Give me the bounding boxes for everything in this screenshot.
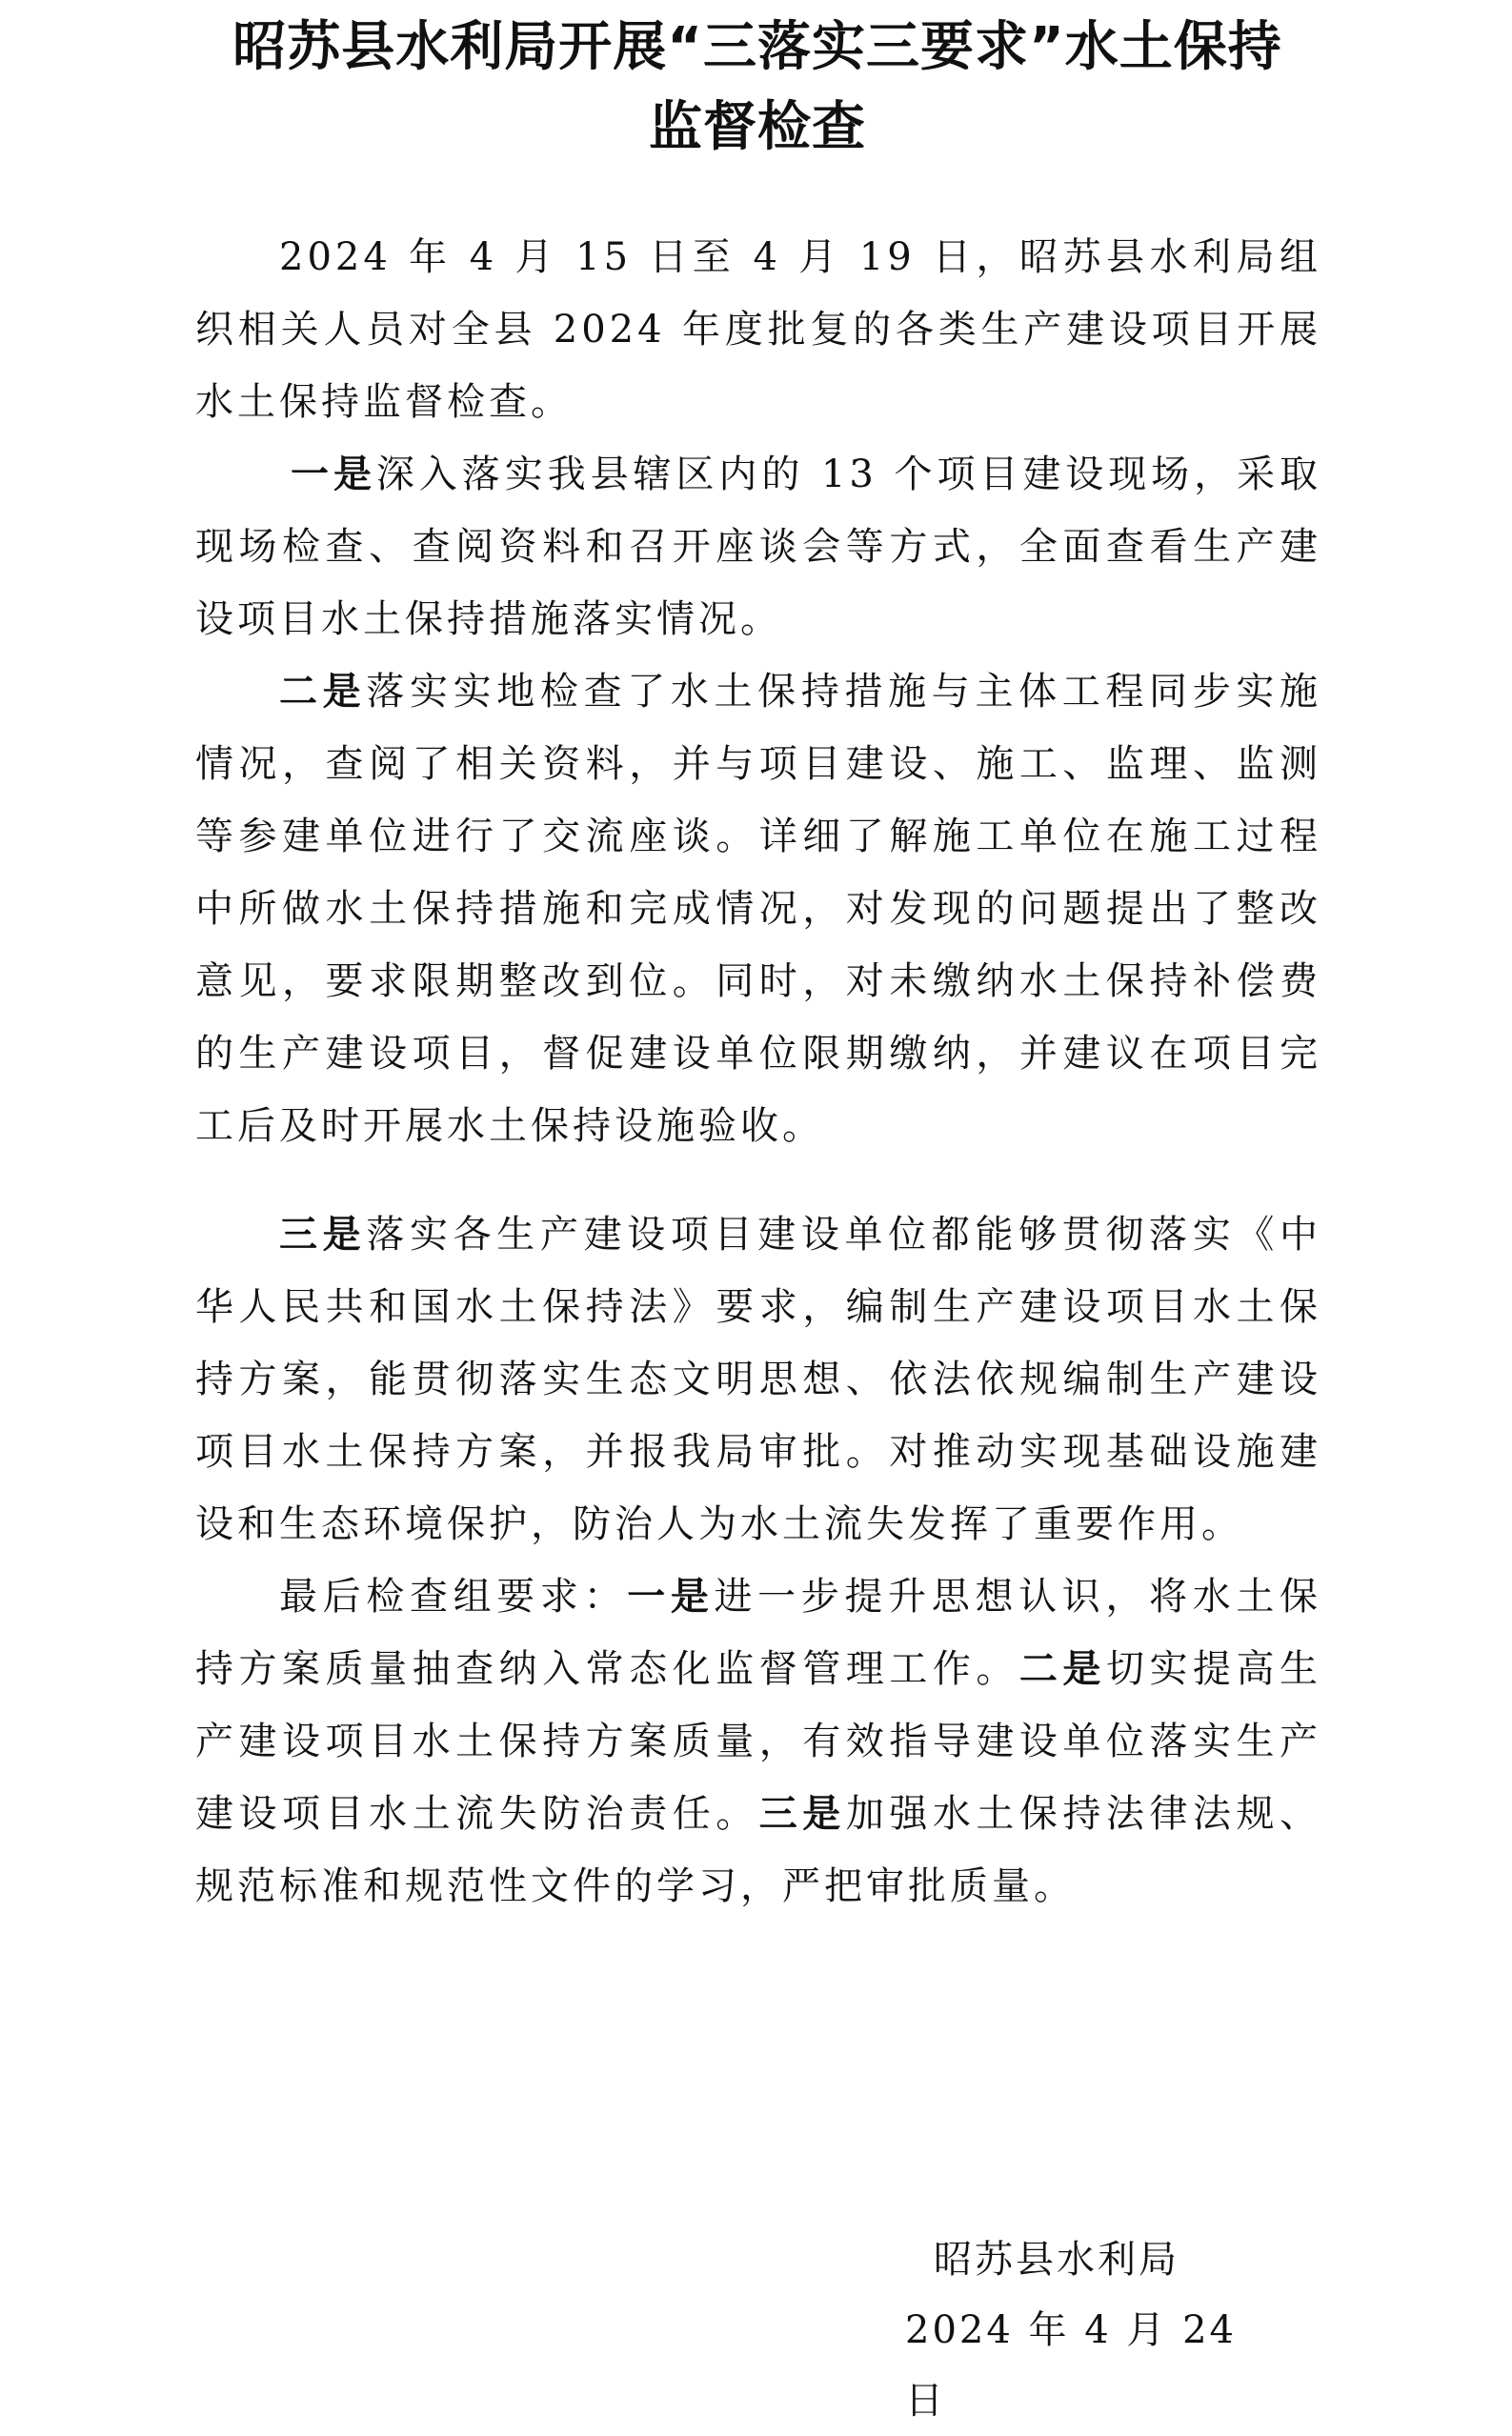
final-intro: 最后检查组要求： xyxy=(279,1575,628,1619)
final-text-2: 切实提高生产建设项目水土保持方案质量，有效指导建设单位落实生产建设项目水土流失防治责任。 xyxy=(195,1647,1322,1836)
paragraph-intro xyxy=(195,221,1321,438)
final-lead-3: 三是 xyxy=(758,1792,846,1836)
paragraph-point-2-text: 落实实地检查了水土保持措施与主体工程同步实施情况，查阅了相关资料，并与项目建设、施工、监理、监测等参建单位进行了交流座谈。详细了解施工单位在施工过程中所做水土保持措施和完成情况，对发现的问题提出了整改意见，要求限期整改到位。同时，对未缴纳水土保持补偿费的生产建设项目，督促建设单位限期缴纳，并建议在项目完工后及时开展水土保持设施验收。 xyxy=(195,670,1322,1148)
final-lead-2: 二是 xyxy=(1018,1647,1106,1691)
final-text-3: 加强水土保持法律法规、规范标准和规范性文件的学习，严把审批质量。 xyxy=(195,1792,1322,1908)
title-line-1: 昭苏县水利局开展“三落实三要求”水土保持 xyxy=(232,16,1282,78)
paragraph-point-1-lead: 一是 xyxy=(291,453,376,496)
paragraph-point-1 xyxy=(195,438,1321,655)
paragraph-point-3-lead: 三是 xyxy=(279,1213,367,1257)
signature-date: 2024 年 4 月 24 日 xyxy=(905,2308,1238,2423)
paragraph-point-1-text: 深入落实我县辖区内的 13 个项目建设现场，采取现场检查、查阅资料和召开座谈会等方式，全面查看生产建设项目水土保持措施落实情况。 xyxy=(195,453,1322,641)
final-text-1: 进一步提升思想认识，将水土保持方案质量抽查纳入常态化监督管理工作。 xyxy=(195,1575,1322,1691)
title-line-2: 监督检查 xyxy=(649,96,866,158)
document-body xyxy=(195,221,1321,1923)
paragraph-intro-text: 2024 年 4 月 15 日至 4 月 19 日，昭苏县水利局组织相关人员对全县 2024 年度批复的各类生产建设项目开展水土保持监督检查。 xyxy=(195,235,1321,424)
paragraph-point-2-lead: 二是 xyxy=(279,670,367,714)
signature-organization: 昭苏县水利局 xyxy=(934,2238,1179,2282)
signature-block xyxy=(905,2225,1286,2436)
final-lead-1: 一是 xyxy=(627,1575,715,1619)
paragraph-point-3 xyxy=(195,1198,1321,1560)
paragraph-point-2 xyxy=(195,655,1321,1162)
paragraph-point-3-text: 落实各生产建设项目建设单位都能够贯彻落实《中华人民共和国水土保持法》要求，编制生产建设项目水土保持方案，能贯彻落实生态文明思想、依法依规编制生产建设项目水土保持方案，并报我局审批。对推动实现基础设施建设和生态环境保护，防治人为水土流失发挥了重要作用。 xyxy=(195,1213,1322,1546)
page-title xyxy=(171,8,1343,168)
paragraph-final-requirements xyxy=(195,1560,1321,1923)
